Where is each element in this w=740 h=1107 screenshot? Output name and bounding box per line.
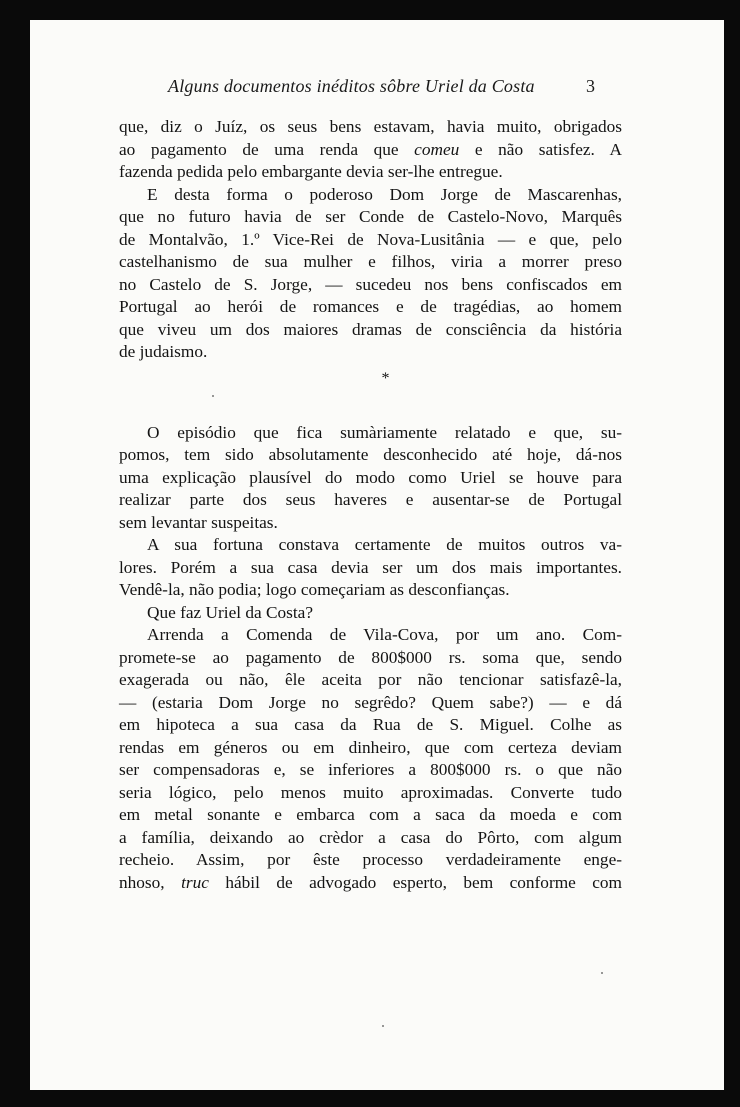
scan-speck: [601, 972, 603, 974]
text-line: pomos, tem sido absolutamente desconhecido até hoje, dá-nos: [119, 445, 622, 464]
body-text: [119, 116, 622, 894]
text-segment: nhoso,: [119, 872, 182, 892]
text-line: em hipoteca a sua casa da Rua de S. Miguel. Colhe as: [119, 715, 622, 734]
scan-speck: [212, 395, 214, 397]
text-line: exagerada ou não, êle aceita por não tencionar satisfazê-la,: [119, 670, 622, 689]
text-line: de judaismo.: [119, 342, 208, 361]
text-line: A sua fortuna constava certamente de muitos outros va-: [147, 535, 622, 554]
text-line: Vendê-la, não podia; logo começariam as desconfianças.: [119, 580, 510, 599]
text-line: a família, deixando ao crèdor a casa do Pôrto, com algum: [119, 827, 622, 847]
text-line: E desta forma o poderoso Dom Jorge de Mascarenhas,: [147, 184, 622, 204]
text-line: Portugal ao herói de romances e de tragédias, ao homem: [119, 297, 622, 316]
running-title: Alguns documentos inéditos sôbre Uriel da Costa: [168, 76, 535, 96]
scan-speck: [382, 1025, 384, 1027]
page-header: [30, 76, 724, 102]
text-segment: hábil de advogado esperto, bem conforme com: [208, 872, 623, 892]
text-line: lores. Porém a sua casa devia ser um dos mais importantes.: [119, 557, 622, 577]
text-segment: ao pagamento de uma renda que: [119, 139, 415, 159]
text-line: recheio. Assim, por êste processo verdadeiramente enge-: [119, 850, 622, 869]
text-line: Que faz Uriel da Costa?: [147, 602, 314, 622]
emphasis-word: truc: [181, 872, 209, 892]
text-line: promete-se ao pagamento de 800$000 rs. soma que, sendo: [119, 647, 622, 667]
section-separator: *: [381, 369, 390, 387]
text-line: fazenda pedida pelo embargante devia ser-lhe entregue.: [119, 162, 503, 181]
text-line: — (estaria Dom Jorge no segrêdo? Quem sabe?) — e dá: [119, 692, 622, 712]
text-line: que, diz o Juíz, os seus bens estavam, havia muito, obrigados: [119, 117, 622, 136]
book-page: [30, 20, 724, 1090]
text-segment: e não satisfez. A: [459, 139, 622, 159]
text-line: de Montalvão, 1.º Vice-Rei de Nova-Lusitânia — e que, pelo: [119, 229, 622, 249]
text-line: uma explicação plausível do modo como Uriel se houve para: [119, 467, 622, 487]
text-line: que no futuro havia de ser Conde de Castelo-Novo, Marquês: [119, 207, 622, 226]
text-line: Arrenda a Comenda de Vila-Cova, por um ano. Com-: [147, 625, 622, 644]
text-line: castelhanismo de sua mulher e filhos, viria a morrer preso: [119, 252, 622, 271]
text-line: realizar parte dos seus haveres e ausentar-se de Portugal: [119, 490, 622, 509]
text-line: seria lógico, pelo menos muito aproximadas. Converte tudo: [119, 782, 622, 802]
page-number: 3: [586, 76, 595, 96]
text-line: no Castelo de S. Jorge, — sucedeu nos bens confiscados em: [119, 274, 622, 294]
text-line: O episódio que fica sumàriamente relatado e que, su-: [147, 422, 622, 442]
text-line: que viveu um dos maiores dramas de consciência da história: [119, 319, 622, 339]
text-line: [119, 872, 622, 895]
text-line: em metal sonante e embarca com a saca da moeda e com: [119, 805, 622, 824]
text-line: ser compensadoras e, se inferiores a 800$000 rs. o que não: [119, 760, 622, 779]
text-line: [119, 139, 622, 162]
emphasis-word: comeu: [414, 139, 460, 159]
text-line: sem levantar suspeitas.: [119, 512, 278, 532]
text-line: rendas em géneros ou em dinheiro, que com certeza deviam: [119, 737, 622, 757]
